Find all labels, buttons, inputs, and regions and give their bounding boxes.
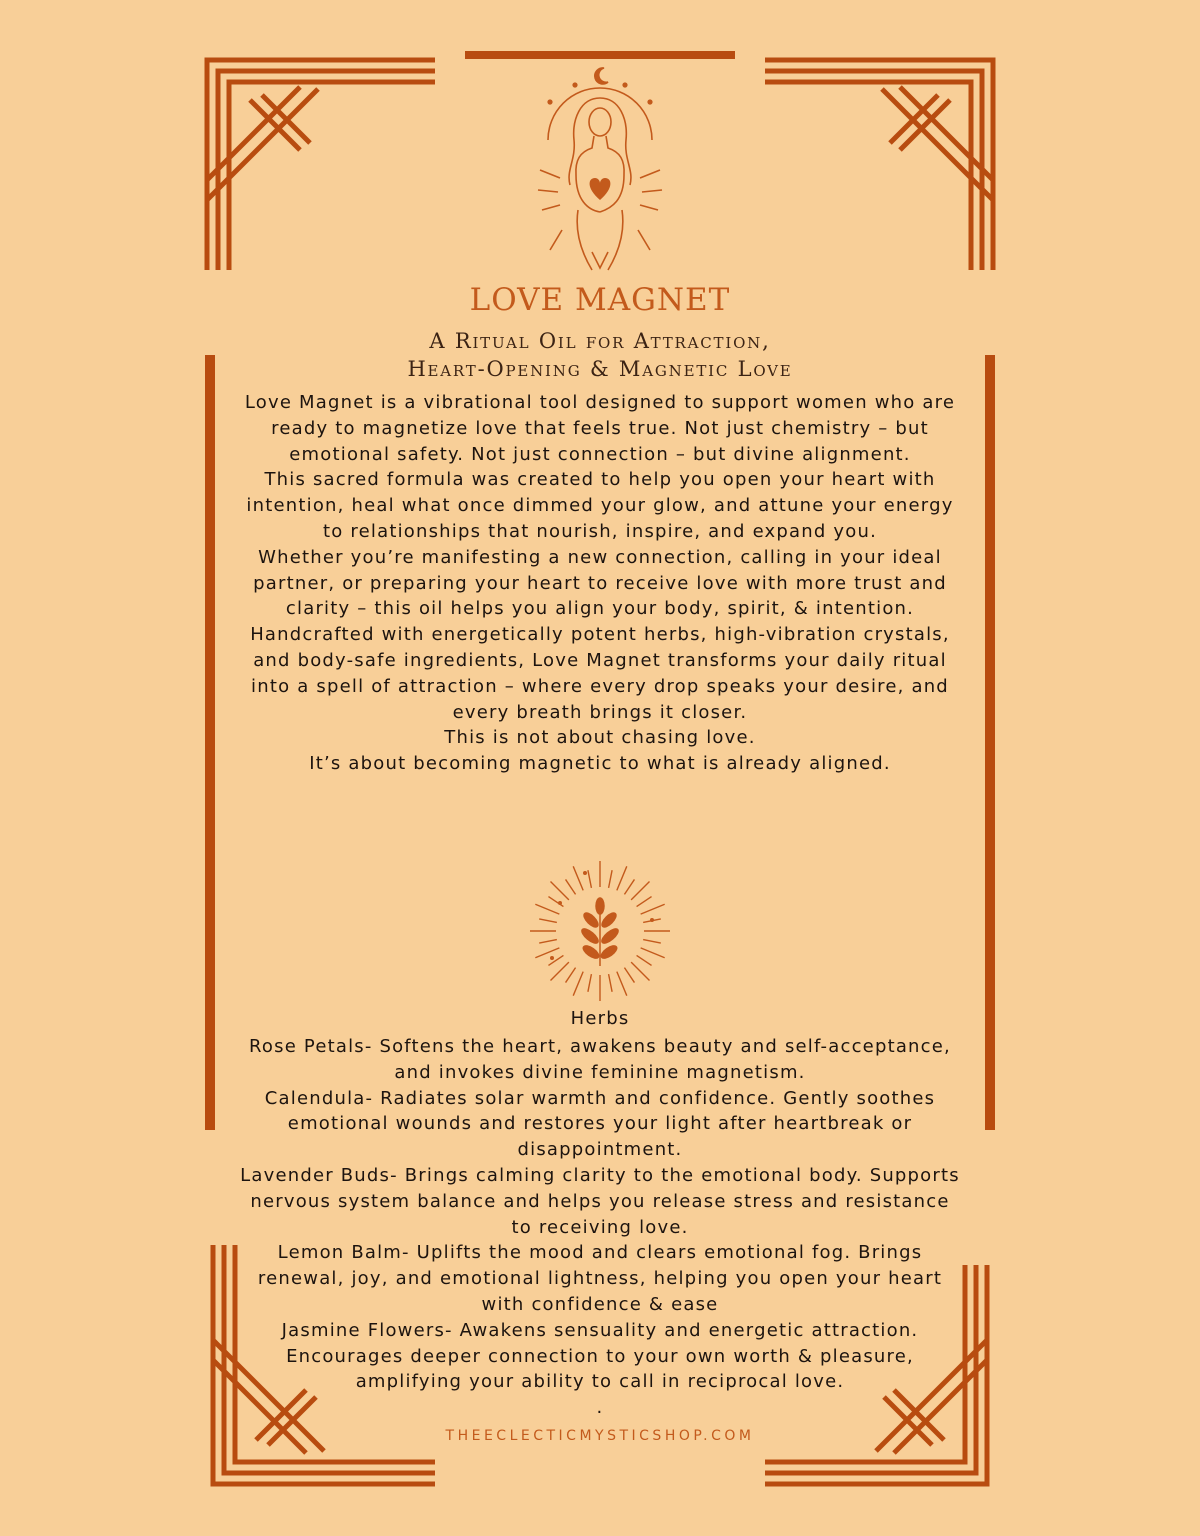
intro-paragraph-2: This sacred formula was created to help you open your heart with intention, heal what once dimmed your glow, and attune your energy to relationships that nourish, inspire, and expand you. (246, 469, 954, 542)
corner-top-left (207, 60, 435, 270)
sunburst-ray (641, 904, 665, 914)
herb-item: Lavender Buds- Brings calming clarity to the emotional body. Supports nervous system balance and helps you release stress and resistance to receiving love. (240, 1164, 960, 1238)
goddess-heart-icon (520, 60, 680, 290)
subtitle-line-2: Heart-Opening & Magnetic Love (407, 357, 793, 381)
herb-item-end-mark: . (596, 1397, 604, 1419)
sunburst-ray (566, 879, 576, 894)
herbs-heading: Herbs (570, 1008, 630, 1029)
sunburst-ray (617, 866, 627, 890)
sunburst-ray (566, 968, 576, 983)
intro-paragraph-4: Handcrafted with energetically potent herbs, high-vibration crystals, and body-safe ingredients, Love Magnet transforms your daily ritual into a spell of attraction – where every drop speaks your desire, and every breath brings it closer. (250, 624, 950, 723)
sunburst-ray (573, 972, 583, 996)
sunburst-ray (631, 962, 649, 980)
sunburst-ray (641, 948, 665, 958)
sunburst-ray (588, 974, 592, 992)
sunburst-ray (539, 940, 557, 944)
sunburst-ray (631, 882, 649, 900)
website-footer[interactable]: THEECLECTICMYSTICSHOP.COM (445, 1428, 755, 1444)
herb-item: Calendula- Radiates solar warmth and confidence. Gently soothes emotional wounds and restores your light after heartbreak or disappointment. (264, 1087, 936, 1161)
herb-item: Lemon Balm- Uplifts the mood and clears emotional fog. Brings renewal, joy, and emotional lightness, helping you open your heart with confidence & ease (257, 1242, 943, 1315)
sunburst-ray (573, 866, 583, 890)
corner-top-right (765, 60, 993, 270)
intro-paragraph-1: Love Magnet is a vibrational tool designed to support women who are ready to magnetize love that feels true. Not just chemistry – but emotional safety. Not just connection – but divine alignment. (244, 392, 956, 465)
sunburst-ray (551, 962, 569, 980)
sunburst-ray (643, 940, 661, 944)
herb-item: Jasmine Flowers- Awakens sensuality and energetic attraction. Encourages deeper connection to your own worth & pleasure, amplifying your ability to call in reciprocal love. (281, 1319, 919, 1393)
sunburst-ray (539, 919, 557, 923)
subtitle-line-1: A Ritual Oil for Attraction, (429, 329, 771, 353)
sunburst-ray (551, 882, 569, 900)
sunburst-ray (617, 972, 627, 996)
herb-item: Rose Petals- Softens the heart, awakens beauty and self-acceptance, and invokes divine feminine magnetism. (249, 1036, 951, 1083)
sunburst-ray (609, 974, 613, 992)
sunburst-ray (637, 897, 652, 907)
intro-paragraph-3: Whether you’re manifesting a new connection, calling in your ideal partner, or preparing your heart to receive love with more trust and clarity – this oil helps you align your body, spirit, & intention. (253, 546, 947, 620)
leaf-sunburst-icon (530, 858, 670, 1004)
intro-text (240, 390, 960, 777)
herbs-list (240, 1034, 960, 1421)
sunburst-ray (637, 955, 652, 965)
sunburst-ray (535, 948, 559, 958)
page-title: LOVE MAGNET (469, 282, 731, 318)
sunburst-ray (588, 870, 592, 888)
intro-paragraph-5: This is not about chasing love. (444, 727, 756, 749)
sunburst-ray (535, 904, 559, 914)
sunburst-ray (624, 879, 634, 894)
sunburst-ray (624, 968, 634, 983)
sunburst-ray (609, 870, 613, 888)
intro-paragraph-6: It’s about becoming magnetic to what is already aligned. (309, 753, 891, 775)
